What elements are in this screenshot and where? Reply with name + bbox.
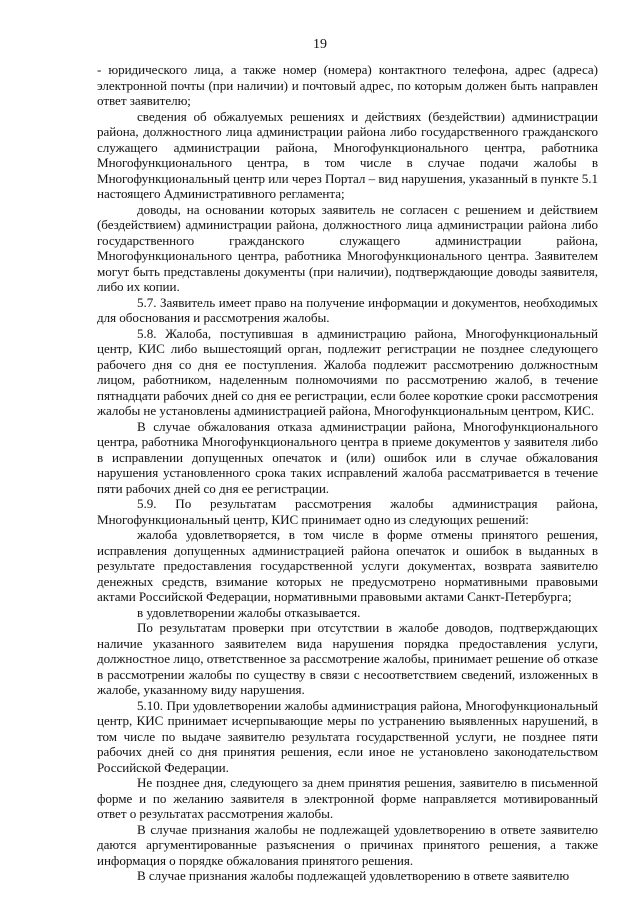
paragraph-reasoned-response: Не позднее дня, следующего за днем принятия решения, заявителю в письменной форме и по желанию заявителя в электронной форме направляется мотивированный ответ о результатах рассмотрения жалобы. <box>97 775 598 821</box>
paragraph-satisfied-response: В случае признания жалобы подлежащей удовлетворению в ответе заявителю <box>137 868 570 883</box>
paragraph-complaint-rejected: в удовлетворении жалобы отказывается. <box>137 604 361 620</box>
document-body <box>97 62 598 884</box>
paragraph-5-7: 5.7. Заявитель имеет право на получение информации и документов, необходимых для обоснования и рассмотрения жалобы. <box>97 294 598 325</box>
paragraph-5-8: 5.8. Жалоба, поступившая в администрацию района, Многофункциональный центр, КИС либо вышестоящий орган, подлежит регистрации не позднее следующего рабочего дня со дня ее поступления. Жалоба подлежит рассмотрению должностным лицом, работником, наделенным полномочиями по рассмотрению жалоб, в течение пятнадцати рабочих дней со дня ее регистрации, если более короткие сроки рассмотрения жалобы не установлены администрацией района, Многофункциональным центром, КИС. <box>97 325 598 418</box>
paragraph-verification-results: По результатам проверки при отсутствии в жалобе доводов, подтверждающих наличие указанного заявителем вида нарушения порядка предоставления услуги, должностное лицо, ответственное за рассмотрение жалобы, принимает решение об отказе в рассмотрении жалобы по существу в связи с несоответствием сведений, изложенных в жалобе, указанному виду нарушения. <box>97 620 598 697</box>
paragraph-5-10: 5.10. При удовлетворении жалобы администрация района, Многофункциональный центр, КИС принимает исчерпывающие меры по устранению выявленных нарушений, в том числе по выдаче заявителю результата государственной услуги, не позднее пяти рабочих дней со дня принятия решения, если иное не установлено законодательством Российской Федерации. <box>97 697 598 775</box>
paragraph-not-satisfied-response: В случае признания жалобы не подлежащей удовлетворению в ответе заявителю даются аргументированные разъяснения о причинах принятого решения, а также информация о порядке обжалования принятого решения. <box>97 821 598 868</box>
paragraph-complaint-satisfied: жалоба удовлетворяется, в том числе в форме отмены принятого решения, исправления допущенных администрацией района опечаток и ошибок в выданных в результате предоставления государственной услуги документах, возврата заявителю денежных средств, взимание которых не предусмотрено нормативными правовыми актами Российской Федерации, нормативными правовыми актами Санкт-Петербурга; <box>97 527 598 604</box>
paragraph-5-9: 5.9. По результатам рассмотрения жалобы администрация района, Многофункциональный центр, КИС принимает одно из следующих решений: <box>97 496 598 527</box>
paragraph-applicant-contacts: - юридического лица, а также номер (номера) контактного телефона, адрес (адреса) электронной почты (при наличии) и почтовый адрес, по которым должен быть направлен ответ заявителю; <box>97 62 598 108</box>
paragraph-appealed-decisions: сведения об обжалуемых решениях и действиях (бездействии) администрации района, должностного лица администрации района либо государственного гражданского служащего администрации района, Многофункционального центра, работника Многофункционального центра, в том числе в случае подачи жалобы в Многофункциональный центр или через Портал – вид нарушения, указанный в пункте 5.1 настоящего Административного регламента; <box>97 108 598 201</box>
page-number: 19 <box>313 37 327 52</box>
paragraph-arguments: доводы, на основании которых заявитель не согласен с решением и действием (бездействием) администрации района, должностного лица администрации района либо государственного гражданского служащего администрации района, Многофункционального центра, работника Многофункционального центра. Заявителем могут быть представлены документы (при наличии), подтверждающие доводы заявителя, либо их копии. <box>97 201 598 294</box>
paragraph-refusal-appeal: В случае обжалования отказа администрации района, Многофункционального центра, работника Многофункционального центра в приеме документов у заявителя либо в исправлении допущенных опечаток и (или) ошибок или в случае обжалования нарушения установленного срока таких исправлений жалоба рассматривается в течение пяти рабочих дней со дня ее регистрации. <box>97 418 598 496</box>
